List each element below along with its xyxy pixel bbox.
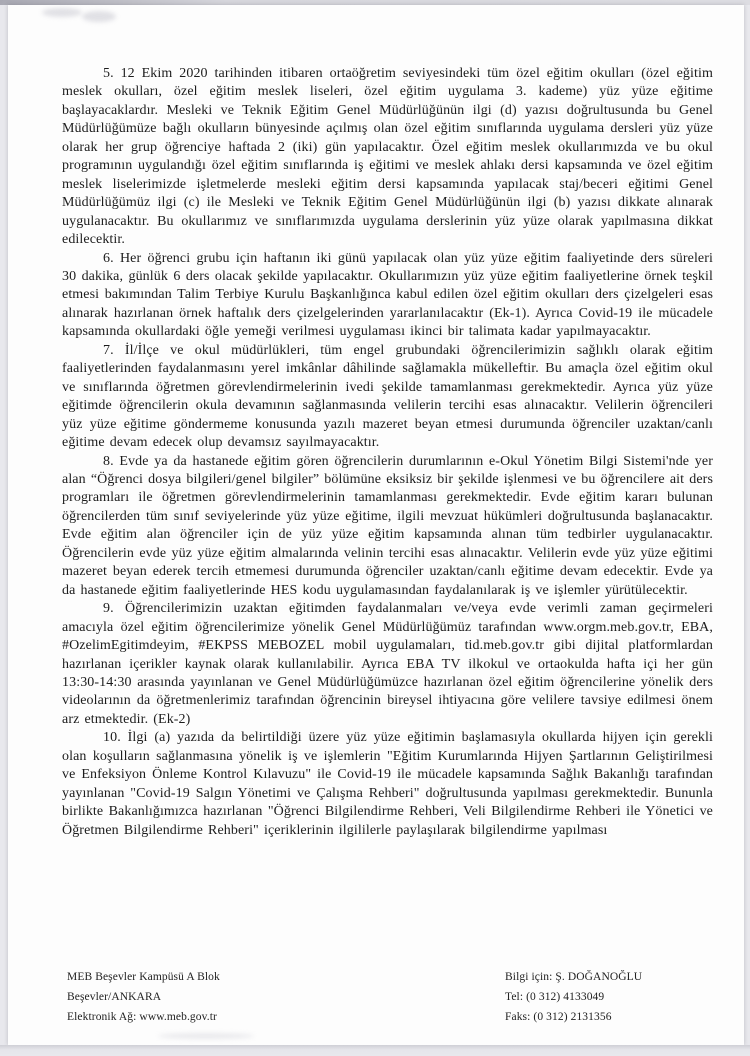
document-paragraph-10: 10. İlgi (a) yazıda da belirtildiği üzere yüz yüze eğitimin başlamasıyla okullarda hijyen için gerekli olan koşulların sağlanmasına yönelik iş ve işlemlerin "Eğitim Kurumlarında Hijyen Şartlarının Geliştirilmesi ve Enfeksiyon Önleme Kontrol Kılavuzu" ile Covid-19 ile mücadele kapsamında Sağlık Bakanlığı tarafından yayınlanan "Covid-19 Salgın Yönetimi ve Çalışma Rehberi" doğrultusunda yapılması gerekmektedir. Bununla birlikte Bakanlığımızca hazırlanan "Öğrenci Bilgilendirme Rehberi, Veli Bilgilendirme Rehberi ile Yönetici ve Öğretmen Bilgilendirme Rehberi" içeriklerinin ilgililerle paylaşılarak bilgilendirme yapılması [62, 730, 713, 838]
document-paragraph-7: 7. İl/İlçe ve okul müdürlükleri, tüm engel grubundaki öğrencilerimizin sağlıklı olarak eğitim faaliyetlerinden faydalanmasını yerel imkânlar dâhilinde sağlamakla mükelleftir. Bu amaçla özel eğitim okul ve sınıflarında öğretmen görevlendirmelerinin ivedi şekilde tamamlanması gerekmektedir. Ayrıca yüz yüze eğitimde öğrencilerin okula devamının sağlanmasında velilerin tercihi esas alınacaktır. Velilerin öğrencileri yüz yüze eğitime göndermeme konusunda yazılı mazeret beyan etmesi durumunda öğrenciler uzaktan/canlı eğitime devam edecek olup devamsız sayılmayacaktır. [62, 342, 713, 451]
footer-address-line-1: MEB Beşevler Kampüsü A Blok [67, 971, 220, 983]
document-paragraph-8: 8. Evde ya da hastanede eğitim gören öğrencilerin durumlarının e-Okul Yönetim Bilgi Sistemi'nde yer alan “Öğrenci dosya bilgileri/genel bilgiler” bölümüne eksiksiz bir şekilde işlenmesi ve bu öğrencilere ait ders programları ile öğretmen görevlendirmelerinin tamamlanması gerekmektedir. Evde eğitim kararı bulunan öğrencilerden tüm sınıf seviyelerinde yüz yüze eğitime, ilgili mevzuat hükümleri doğrultusunda başlanacaktır. Evde eğitim alan öğrenciler için de yüz yüze eğitim kapsamında alınan tüm tedbirler uygulanacaktır. Öğrencilerin evde yüz yüze eğitim almalarında velinin tercihi esas alınacaktır. Velilerin evde yüz yüze eğitimi mazeret beyan ederek tercih etmemesi durumunda öğrenciler uzaktan/canlı eğitime devam edecektir. Evde ya da hastanede eğitim faaliyetlerinde HES kodu uygulamasından faydalanılarak iş ve işlemler yürütülecektir. [62, 453, 713, 598]
document-paragraph-9: 9. Öğrencilerimizin uzaktan eğitimden faydalanmaları ve/veya evde verimli zaman geçirmeleri amacıyla özel eğitim öğrencilerimize yönelik Genel Müdürlüğümüz tarafından www.orgm.meb.gov.tr, EBA, #OzelimEgitimdeyim, #EKPSS MEBOZEL mobil uygulamaları, tid.meb.gov.tr gibi dijital platformlardan hazırlanan içerikler kaynak olarak kullanılabilir. Ayrıca EBA TV ilkokul ve ortaokulda hafta içi her gün 13:30-14:30 arasında yayınlanan ve Genel Müdürlüğümüzce hazırlanan özel eğitim öğrencilerine yönelik ders videolarının da öğretmenlerimiz tarafından öğrencinin bireysel ihtiyacına göre velilere tavsiye edilmesi önem arz etmektedir. (Ek-2) [62, 601, 713, 727]
footer-address-line-2: Beşevler/ANKARA [67, 991, 162, 1003]
scan-artifact-smudge [82, 11, 116, 22]
footer-contact-block [505, 967, 642, 1027]
footer-phone-line: Tel: (0 312) 4133049 [505, 991, 605, 1003]
scan-artifact-smudge [42, 8, 82, 17]
footer-contact-person-line: Bilgi için: Ş. DOĞANOĞLU [505, 971, 643, 983]
scan-artifact-smudge [158, 1033, 254, 1039]
footer-fax-line: Faks: (0 312) 2131356 [505, 1011, 612, 1023]
document-paragraph-6: 6. Her öğrenci grubu için haftanın iki günü yapılacak olan yüz yüze eğitim faaliyetinde ders süreleri 30 dakika, günlük 6 ders olacak şekilde yapılacaktır. Okullarımızın yüz yüze eğitim faaliyetlerine örnek teşkil etmesi bakımından Talim Terbiye Kurulu Başkanlığınca kabul edilen özel eğitim okulları ders çizelgeleri esas alınarak hazırlanan örnek haftalık ders çizelgelerinden yararlanılacaktır (Ek-1). Ayrıca Covid-19 ile mücadele kapsamında okullardaki öğle yemeği verilmesi uygulaması ikinci bir talimata kadar yapılmayacaktır. [62, 250, 713, 340]
footer-website-line: Elektronik Ağ: www.meb.gov.tr [67, 1011, 217, 1023]
scanned-document-page [8, 5, 744, 1045]
document-paragraph-5: 5. 12 Ekim 2020 tarihinden itibaren ortaöğretim seviyesindeki tüm özel eğitim okulları (özel eğitim meslek okulları, özel eğitim meslek liseleri, özel eğitim uygulama 3. kademe) yüz yüze eğitime başlayacaklardır. Mesleki ve Teknik Eğitim Genel Müdürlüğünün ilgi (d) yazısı doğrultusunda bu Genel Müdürlüğümüze bağlı okulların bünyesinde açılmış olan özel eğitim sınıflarında uygulama dersleri yüz yüze olarak her grup öğrenciye haftada 2 (iki) gün yapılacaktır. Özel eğitim meslek okullarımızda ve bu okul programının uygulandığı özel eğitim sınıflarında iş eğitimi ve meslek ahlakı dersi kapsamında ve özel eğitim meslek liselerimizde işletmelerde mesleki eğitim dersi kapsamında yapılacak staj/beceri eğitimi Genel Müdürlüğümüz ilgi (c) ile Mesleki ve Teknik Eğitim Genel Müdürlüğünün ilgi (b) yazısı dikkate alınarak uygulanacaktır. Bu okullarımız ve sınıflarımızda uygulama derslerinin yüz yüze olarak yapılmasına dikkat edilecektir. [62, 66, 713, 248]
document-body [62, 65, 713, 840]
scan-bottom-edge [0, 1045, 750, 1056]
footer-address-block [67, 967, 220, 1027]
